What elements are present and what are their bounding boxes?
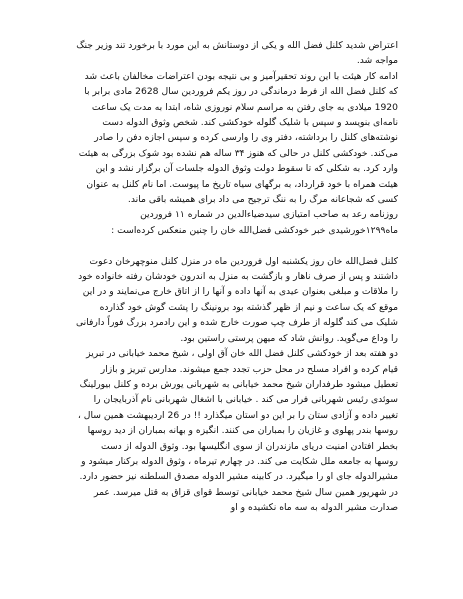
- paragraph-war-minister: اعتراض شدید کلنل فضل الله و یکی از دوستانش به این مورد با برخورد تند وزیر جنگ مواجه شد.: [76, 40, 398, 67]
- paragraph-newspaper-quote: کلنل فضل‌الله خان روز یکشنبه اول فروردین ماه در منزل کلنل منوچهرخان دعوت داشتند و پس از صرف ناهار و بازگشت به منزل به اندرون خودشان رفته خانواده خود را ملاقات و مبلغی بعنوان عیدی به آنها داده و آنها را از اتاق خارج می‌نمایند و در این موقع که یک ساعت و نیم از ظهر گذشته بود برونینگ را پشت گوش خود گذارده شلیک می کند گلوله از طرف چپ صورت خارج شده و این رادمرد بزرگ فوراً دارفانی را وداع می‌گوید. روانش شاد که میهن پرستی راستین بود.: [76, 255, 398, 344]
- paragraph-spacer: [76, 238, 398, 253]
- paragraph-raad-newspaper: روزنامه رعد به صاحب امتیازی سیدضیاءالدین در شماره ۱۱ فروردین ماه۱۲۹۹خورشیدی خبر خودکشی فضل‌الله خان را چنین منعکس کرده‌است :: [111, 209, 398, 236]
- paragraph-suicide-account: ادامه کار هیئت با این روند تحقیرآمیز و بی نتیجه بودن اعتراضات مخالفان باعث شد که کلنل فضل الله از فرط درماندگی در روز یکم فروردین سال 2628 مادی برابر با 1920 میلادی به جای رفتن به مراسم سلام نوروزی شاه، ابتدا به مدت یک ساعت نامه‌ای بنویسد و سپس با شلیک گلوله خودکشی کند. شخص وثوق الدوله دست نوشته‌های کلنل را برداشته، دفتر وی را وارسی کرده و سپس اجازه دفن را صادر می‌کند. خودکشی کلنل در حالی که هنوز ۳۴ ساله هم نشده بود شوک بزرگی به هیئت وارد کرد. به شکلی که تا سقوط دولت وثوق الدوله جلسات آن برگزار نشد و این هیئت همراه با خود قرارداد، به برگهای سیاه تاریخ ما پیوست. اما نام کلنل به عنوان کسی که شجاعانه مرگ را به ننگ ترجیح می داد برای همیشه باقی ماند.: [78, 70, 398, 206]
- paragraph-khiabani-uprising: دو هفته بعد از خودکشی کلنل فضل الله خان آق اولی ، شیخ محمد خیابانی در تبریز قیام کرده و افراد مسلح در محل حزب تجدد جمع میشوند. مدارس تبریز و بازار تعطیل میشود طرفداران شیخ محمد خیابانی به شهربانی یورش برده و کلنل بیورلینگ سوئدی رئیس شهربانی فرار می کند . خیابانی با اشغال شهربانی نام آذربایجان را تغییر داده و آزادی ستان را بر این دو استان میگذارد !! در 26 اردیبهشت همین سال ، روسها بندر پهلوی و غازیان را بمباران می کنند. انگیزه و بهانه بمباران از دید روسها بخطر افتادن امنیت دریای مازندران از سوی انگلیسها بود. وثوق الدوله از دست روسها به جامعه ملل شکایت می کند. در چهارم تیرماه ، وثوق الدوله برکنار میشود و مشیرالدوله جای او را میگیرد. در کابینه مشیر الدوله مصدق السلطنه نیز حضور دارد. در شهریور همین سال شیخ محمد خیابانی توسط قوای قزاق به قتل میرسد. عمر صدارت مشیر الدوله به سه ماه نکشیده و او: [77, 348, 398, 514]
- document-body: [76, 38, 398, 516]
